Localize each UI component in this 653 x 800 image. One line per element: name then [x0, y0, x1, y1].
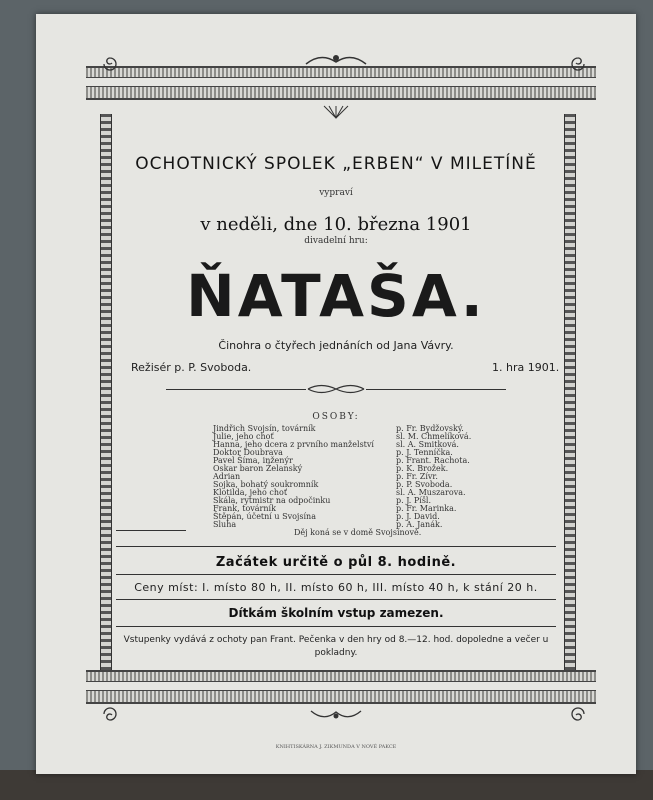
- table-edge: [0, 770, 653, 800]
- cast-role: Julie, jeho choť: [213, 432, 274, 441]
- scroll-left-icon: [100, 54, 120, 74]
- organizer-heading: OCHOTNICKÝ SPOLEK „ERBEN“ V MILETÍNĚ: [135, 154, 537, 174]
- cast-heading: OSOBY:: [312, 412, 360, 422]
- cast-actor: p. Frant. Rachota.: [396, 456, 470, 465]
- info-rule-3: [116, 599, 556, 600]
- crown-ornament-icon: [301, 52, 371, 68]
- performance-date: v neděli, dne 10. března 1901: [200, 214, 472, 235]
- cast-role: Sluha: [213, 520, 237, 529]
- scroll-right-icon: [568, 54, 588, 74]
- cast-actor: p. J. Píšl.: [396, 496, 432, 505]
- cast-actor: p. Fr. Zívr.: [396, 472, 438, 481]
- cast-actor: p. P. Svoboda.: [396, 480, 453, 489]
- cast-role: Pavel Šíma, inženýr: [213, 456, 293, 465]
- divider-flourish-icon: [306, 382, 366, 396]
- info-rule-2: [116, 574, 556, 575]
- ticket-prices: Ceny míst: I. místo 80 h, II. místo 60 h, III. místo 40 h, k stání 20 h.: [134, 581, 538, 594]
- cast-actor: sl. A. Smitková.: [396, 440, 459, 449]
- bottom-ornament-band: [86, 670, 596, 704]
- cast-role: Hanna, jeho dcera z prvního manželství: [213, 440, 374, 449]
- ticket-sale-info: Vstupenky vydává z ochoty pan Frant. Pečenka v den hry od 8.—12. hod. dopoledne a večer u pokladny.: [123, 635, 549, 658]
- cast-role: Oskar baron Želanský: [213, 464, 303, 473]
- info-rule-4: [116, 626, 556, 627]
- cast-actor: p. K. Brožek.: [396, 464, 449, 473]
- top-ornament-band: [86, 66, 596, 100]
- cast-role: Doktor Doubrava: [213, 448, 283, 457]
- play-subtitle: Činohra o čtyřech jednáních od Jana Vávry.: [218, 339, 454, 352]
- performance-number: 1. hra 1901.: [492, 361, 560, 374]
- cast-role: Frank, továrník: [213, 504, 276, 513]
- children-notice: Dítkám školním vstup zamezen.: [228, 606, 444, 620]
- sunburst-ornament-icon: [321, 104, 351, 122]
- cast-role: Klotilda, jeho choť: [213, 488, 288, 497]
- bottom-ornament-icon: [306, 708, 366, 722]
- setting-rule-left: [116, 530, 186, 531]
- cast-role: Štěpán, účetní u Svojsína: [213, 512, 316, 521]
- setting-note: Děj koná se v domě Svojsínově.: [294, 528, 422, 537]
- cast-actor: p. J. Tenníčka.: [396, 448, 453, 457]
- play-title: ŇATAŠA.: [186, 262, 486, 330]
- director-line: Režisér p. P. Svoboda.: [131, 361, 252, 374]
- poster-sheet: [36, 14, 636, 774]
- cast-actor: p. Fr. Bydžovský.: [396, 424, 464, 433]
- cast-actor: p. J. David.: [396, 512, 440, 521]
- cast-actor: p. A. Janák.: [396, 520, 443, 529]
- play-type-label: divadelní hru:: [304, 236, 368, 246]
- cast-actor: sl. M. Chmelíková.: [396, 432, 472, 441]
- cast-role: Adrian: [213, 472, 241, 481]
- printer-imprint: KNIHTISKÁRNA J. ZIKMUNDA V NOVÉ PAKCE: [275, 744, 397, 750]
- presents-label: vypraví: [319, 188, 353, 198]
- start-time: Začátek určitě o půl 8. hodině.: [215, 555, 457, 570]
- cast-role: Skála, rytmistr na odpočinku: [213, 496, 331, 505]
- scroll-bottom-right-icon: [568, 704, 588, 724]
- cast-role: Jindřich Svojsín, továrník: [213, 424, 316, 433]
- scroll-bottom-left-icon: [100, 704, 120, 724]
- cast-actor: p. Fr. Marinka.: [396, 504, 457, 513]
- info-rule-1: [116, 546, 556, 547]
- cast-actor: sl. A. Muszarova.: [396, 488, 466, 497]
- cast-role: Sojka, bohatý soukromník: [213, 480, 319, 489]
